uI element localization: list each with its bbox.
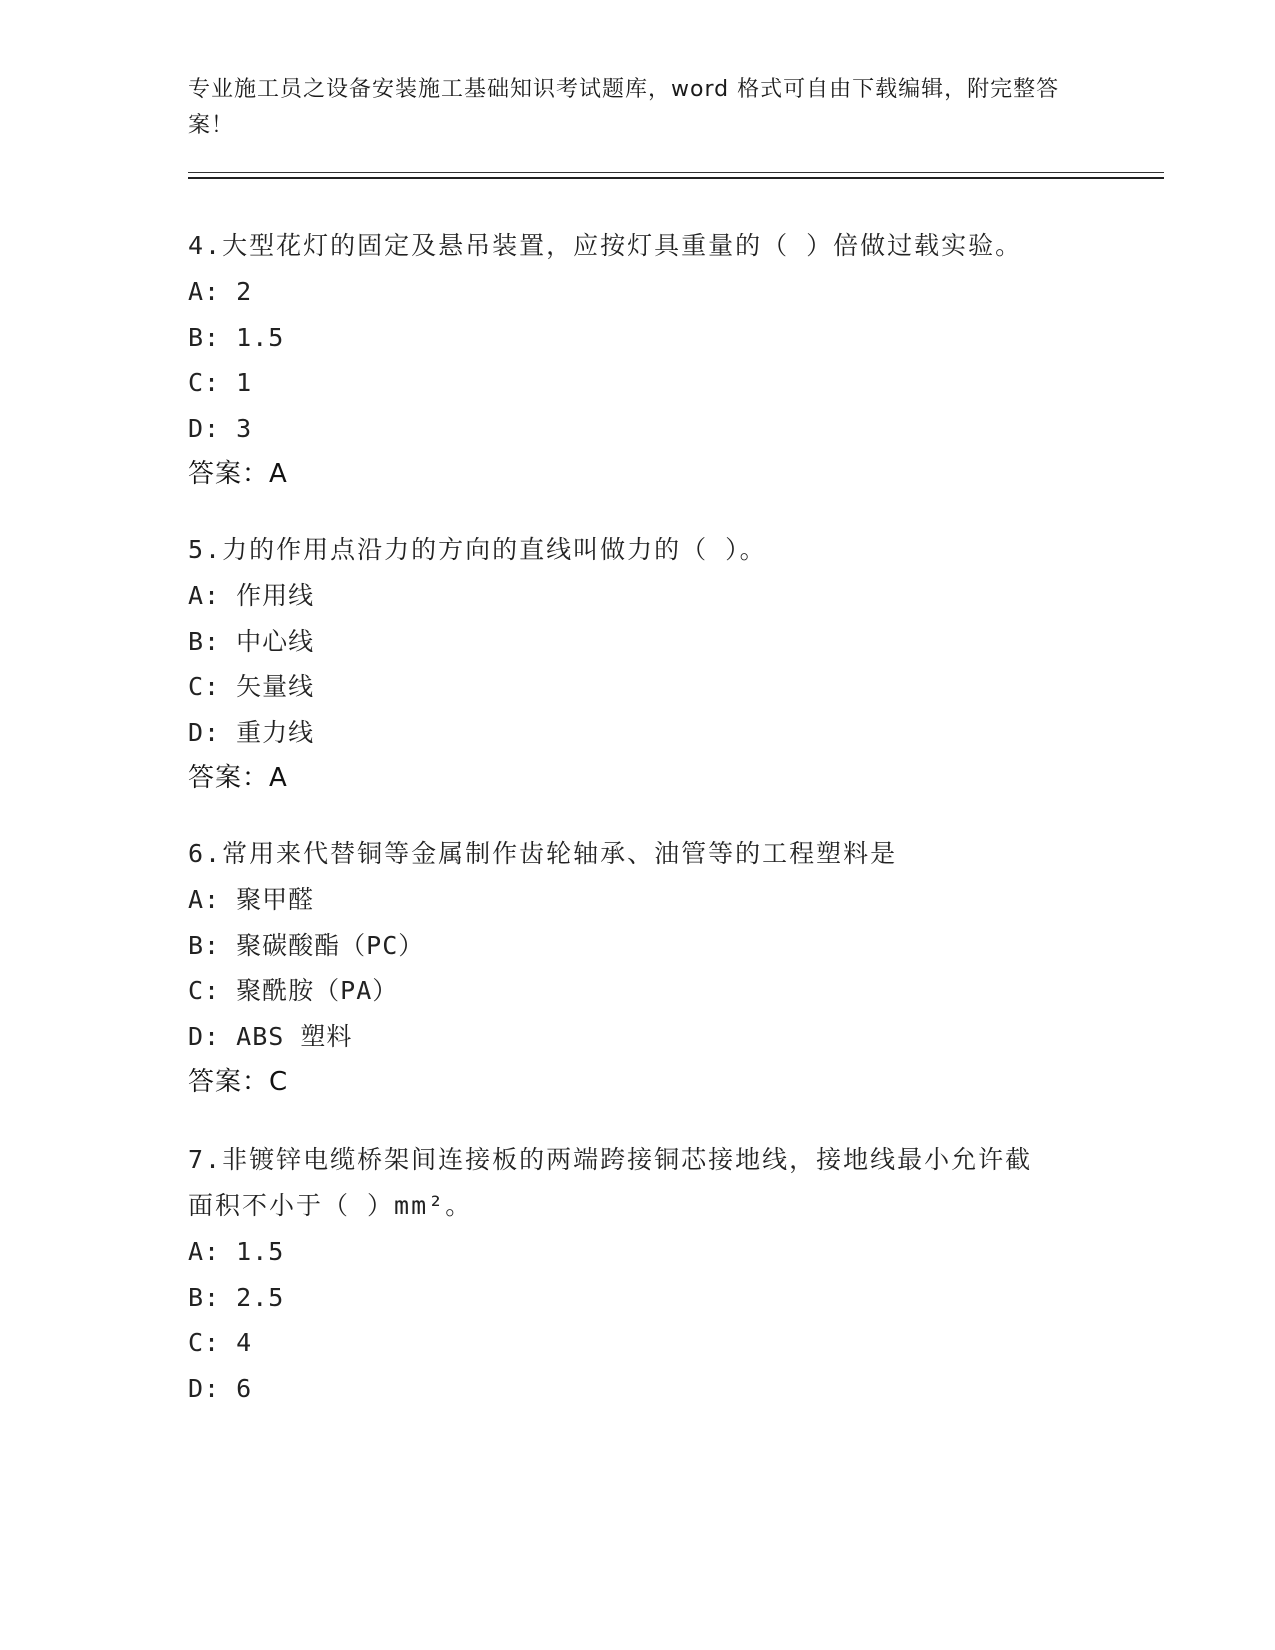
answer-label: 答案：A <box>188 763 288 793</box>
question-7 <box>188 1137 1048 1411</box>
question-text: 6.常用来代替铜等金属制作齿轮轴承、油管等的工程塑料是 <box>188 839 898 868</box>
option-b: B: 中心线 <box>188 626 315 656</box>
document-intro: 专业施工员之设备安装施工基础知识考试题库，word 格式可自由下载编辑，附完整答案！ <box>188 77 1060 138</box>
option-c: C: 矢量线 <box>188 672 315 701</box>
option-c: C: 1 <box>188 368 253 397</box>
option-c: C: 4 <box>188 1328 253 1357</box>
option-a: A: 1.5 <box>188 1237 285 1266</box>
option-d: D: 6 <box>188 1373 253 1403</box>
question-text: 7.非镀锌电缆桥架间连接板的两端跨接铜芯接地线，接地线最小允许截面积不小于（ ）mm²。 <box>188 1145 1033 1220</box>
header-divider-top <box>188 172 1164 173</box>
option-d: D: ABS 塑料 <box>188 1021 353 1051</box>
option-a: A: 聚甲醛 <box>188 885 315 914</box>
question-4 <box>188 223 1088 497</box>
header-divider-bottom <box>188 177 1164 179</box>
question-text: 4.大型花灯的固定及悬吊装置，应按灯具重量的（ ）倍做过载实验。 <box>188 231 1023 260</box>
option-d: D: 重力线 <box>188 717 315 747</box>
answer-label: 答案：A <box>188 459 288 489</box>
option-b: B: 1.5 <box>188 322 285 352</box>
option-a: A: 2 <box>188 277 253 306</box>
option-b: B: 聚碳酸酯（PC） <box>188 930 425 960</box>
question-text: 5.力的作用点沿力的方向的直线叫做力的（ ）。 <box>188 535 767 564</box>
option-d: D: 3 <box>188 413 253 443</box>
question-6 <box>188 831 1088 1105</box>
question-5 <box>188 527 1088 801</box>
answer-label: 答案：C <box>188 1067 289 1097</box>
option-b: B: 2.5 <box>188 1282 285 1312</box>
option-a: A: 作用线 <box>188 581 315 610</box>
option-c: C: 聚酰胺（PA） <box>188 976 399 1005</box>
